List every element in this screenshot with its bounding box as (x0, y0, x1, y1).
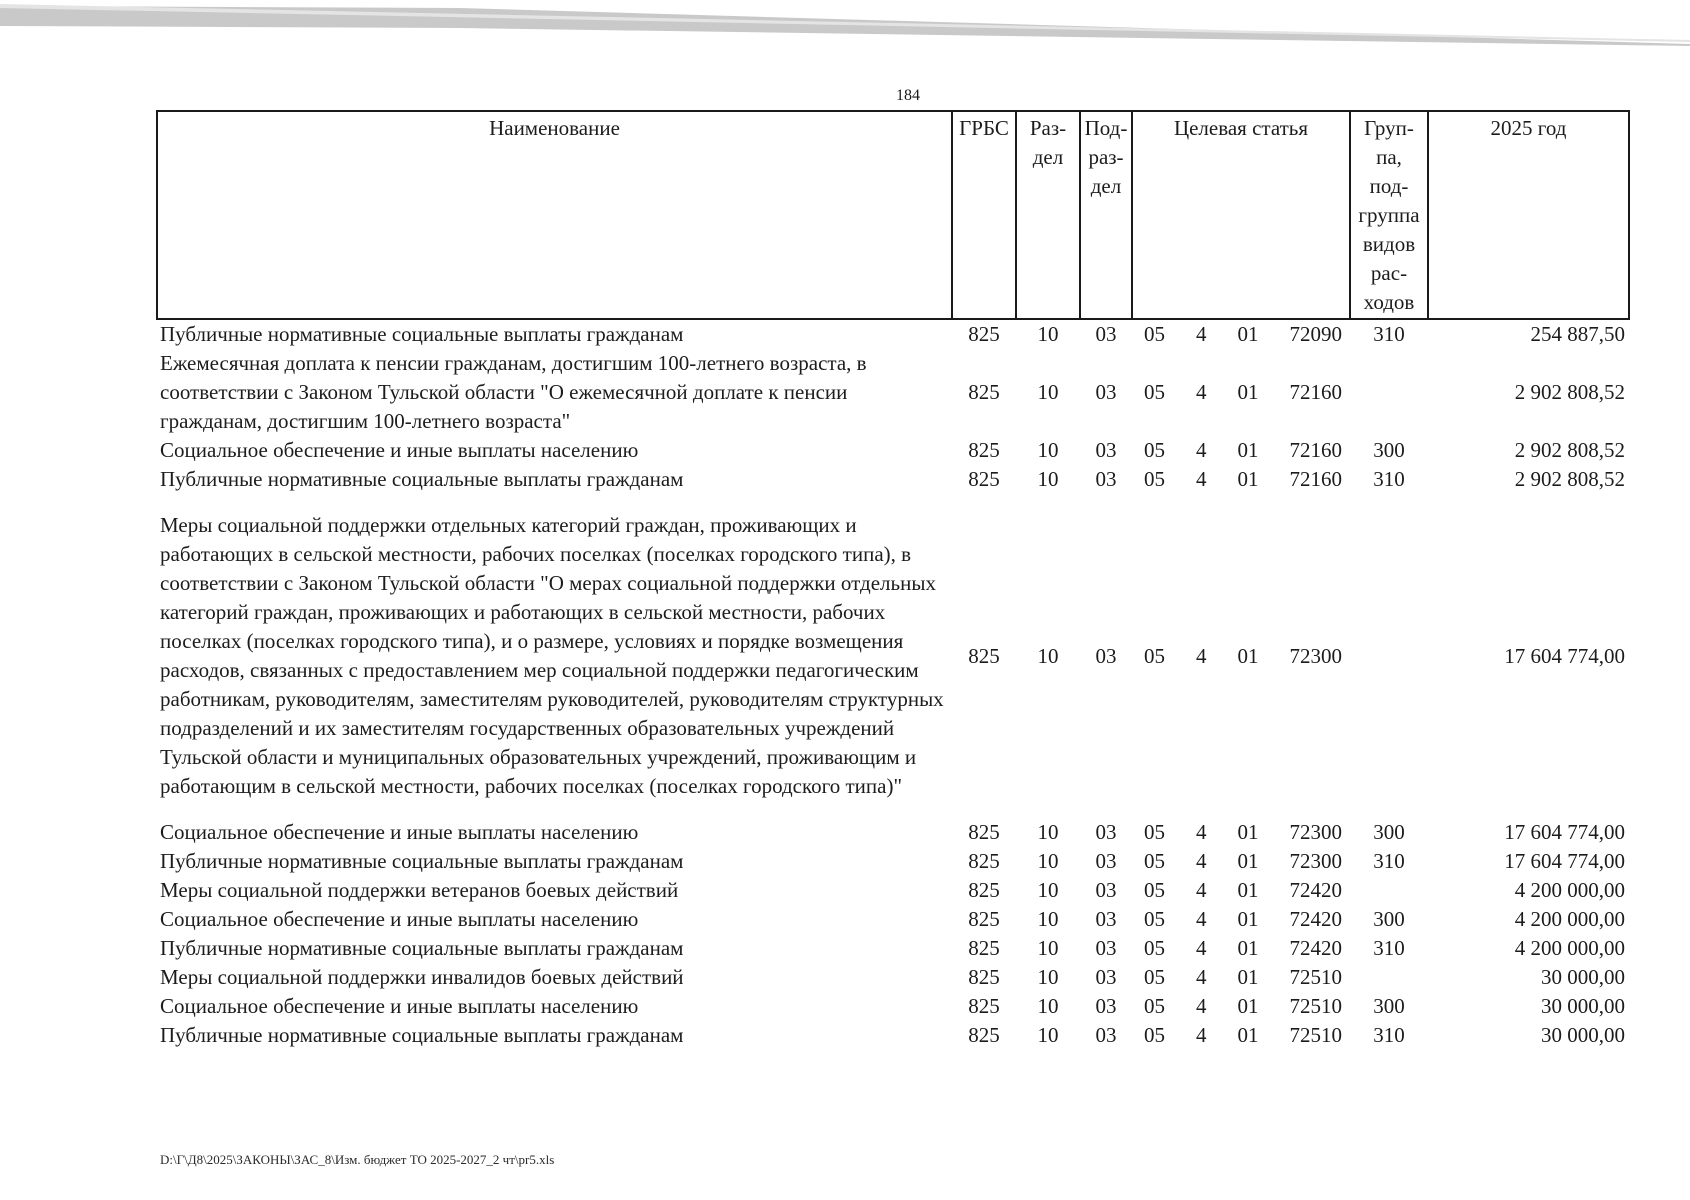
target-article-parts (1134, 905, 1348, 934)
row-amount: 4 200 000,00 (1514, 907, 1625, 931)
target-article-t4: 72420 (1289, 936, 1342, 960)
row-expense-group: 310 (1373, 467, 1405, 491)
target-article-parts (1134, 642, 1348, 671)
row-subsection: 03 (1095, 1023, 1117, 1047)
row-subsection: 03 (1095, 322, 1117, 346)
row-section: 10 (1037, 438, 1059, 462)
target-article-t4: 72420 (1289, 907, 1342, 931)
target-article-parts (1134, 378, 1348, 407)
row-subsection: 03 (1095, 878, 1117, 902)
row-name: Социальное обеспечение и иные выплаты населению (160, 438, 639, 462)
row-target-article (1132, 818, 1350, 847)
header-name (157, 111, 952, 319)
row-subsection: 03 (1095, 643, 1117, 668)
target-article-t1: 05 (1144, 994, 1165, 1018)
target-article-t2: 4 (1196, 380, 1207, 404)
table-row (157, 1021, 1629, 1050)
row-grbs: 825 (968, 820, 1000, 844)
target-article-t1: 05 (1144, 467, 1165, 491)
target-article-t2: 4 (1196, 820, 1207, 844)
header-expense-group (1350, 111, 1428, 319)
target-article-t1: 05 (1144, 322, 1165, 346)
row-subsection: 03 (1095, 849, 1117, 873)
row-subsection: 03 (1095, 936, 1117, 960)
target-article-parts (1134, 465, 1348, 494)
row-section: 10 (1037, 907, 1059, 931)
row-amount: 4 200 000,00 (1514, 936, 1625, 960)
target-article-t1: 05 (1144, 849, 1165, 873)
spacer-row (157, 801, 1629, 818)
header-section-label: Раз- дел (1029, 116, 1067, 169)
row-section: 10 (1037, 380, 1059, 404)
row-section: 10 (1037, 322, 1059, 346)
target-article-t3: 01 (1237, 965, 1259, 989)
row-section: 10 (1037, 849, 1059, 873)
target-article-t3: 01 (1237, 994, 1259, 1018)
row-section: 10 (1037, 467, 1059, 491)
row-target-article (1132, 465, 1350, 494)
row-target-article (1132, 319, 1350, 349)
row-grbs: 825 (968, 965, 1000, 989)
target-article-t4: 72160 (1289, 380, 1342, 404)
table-row (157, 349, 1629, 436)
row-expense-group: 310 (1373, 1023, 1405, 1047)
row-expense-group (1350, 963, 1428, 992)
target-article-t2: 4 (1196, 849, 1207, 873)
table-row (157, 319, 1629, 349)
budget-table (156, 110, 1630, 1050)
target-article-t3: 01 (1237, 380, 1259, 404)
target-article-t2: 4 (1196, 878, 1207, 902)
row-name: Публичные нормативные социальные выплаты гражданам (160, 1023, 684, 1047)
row-amount: 254 887,50 (1530, 322, 1625, 346)
row-grbs: 825 (968, 1023, 1000, 1047)
row-section: 10 (1037, 965, 1059, 989)
target-article-t1: 05 (1144, 380, 1165, 404)
row-amount: 17 604 774,00 (1504, 849, 1625, 873)
row-subsection: 03 (1095, 438, 1117, 462)
row-grbs: 825 (968, 994, 1000, 1018)
target-article-t1: 05 (1144, 907, 1165, 931)
target-article-t4: 72510 (1289, 965, 1342, 989)
row-amount: 4 200 000,00 (1514, 878, 1625, 902)
header-grbs-label: ГРБС (959, 116, 1009, 140)
target-article-parts (1134, 436, 1348, 465)
target-article-t1: 05 (1144, 878, 1165, 902)
target-article-t2: 4 (1196, 907, 1207, 931)
table-row (157, 818, 1629, 847)
row-subsection: 03 (1095, 965, 1117, 989)
target-article-t1: 05 (1144, 820, 1165, 844)
target-article-t3: 01 (1237, 467, 1259, 491)
target-article-t3: 01 (1237, 438, 1259, 462)
target-article-t2: 4 (1196, 467, 1207, 491)
target-article-t4: 72160 (1289, 467, 1342, 491)
target-article-t4: 72160 (1289, 438, 1342, 462)
row-section: 10 (1037, 994, 1059, 1018)
target-article-t3: 01 (1237, 907, 1259, 931)
target-article-parts (1134, 934, 1348, 963)
row-target-article (1132, 436, 1350, 465)
row-name: Публичные нормативные социальные выплаты гражданам (160, 936, 684, 960)
target-article-t3: 01 (1237, 643, 1259, 668)
table-row (157, 934, 1629, 963)
row-subsection: 03 (1095, 907, 1117, 931)
row-name: Публичные нормативные социальные выплаты гражданам (160, 322, 684, 346)
table-row (157, 465, 1629, 494)
row-section: 10 (1037, 936, 1059, 960)
header-name-label: Наименование (489, 116, 620, 140)
target-article-t2: 4 (1196, 438, 1207, 462)
target-article-t2: 4 (1196, 994, 1207, 1018)
row-section: 10 (1037, 878, 1059, 902)
row-grbs: 825 (968, 322, 1000, 346)
row-target-article (1132, 934, 1350, 963)
target-article-t3: 01 (1237, 878, 1259, 902)
table-row (157, 963, 1629, 992)
row-amount: 17 604 774,00 (1504, 643, 1625, 668)
row-section: 10 (1037, 1023, 1059, 1047)
header-subsection (1080, 111, 1132, 319)
spacer-cell (157, 801, 1629, 818)
target-article-t3: 01 (1237, 820, 1259, 844)
target-article-parts (1134, 818, 1348, 847)
row-amount: 2 902 808,52 (1514, 467, 1625, 491)
row-expense-group (1350, 511, 1428, 801)
row-expense-group (1350, 349, 1428, 436)
row-expense-group: 310 (1373, 936, 1405, 960)
row-name: Публичные нормативные социальные выплаты гражданам (160, 467, 684, 491)
table-row (157, 876, 1629, 905)
header-section (1016, 111, 1080, 319)
row-name: Меры социальной поддержки отдельных категорий граждан, проживающих и работающих в сельской местности, рабочих поселках (поселках городского типа), в соответствии с Законом Тульской области "О мерах социальной поддержки отдельных категорий граждан, проживающих и работающих в сельской местности, рабочих поселках (поселках городского типа), и о размере, условиях и порядке возмещения расходов, связанных с предоставлением мер социальной поддержки педагогическим работникам, руководителям, заместителям руководителей, руководителям структурных подразделений и их заместителям государственных образовательных учреждений Тульской области и муниципальных образовательных учреждений, проживающим и работающим в сельской местности, рабочих поселках (поселках городского типа)" (160, 513, 944, 798)
row-amount: 30 000,00 (1541, 1023, 1625, 1047)
target-article-t4: 72090 (1289, 322, 1342, 346)
row-expense-group: 300 (1373, 438, 1405, 462)
table-row (157, 511, 1629, 801)
target-article-t1: 05 (1144, 438, 1165, 462)
row-amount: 17 604 774,00 (1504, 820, 1625, 844)
row-name: Социальное обеспечение и иные выплаты населению (160, 820, 639, 844)
target-article-t2: 4 (1196, 1023, 1207, 1047)
target-article-t2: 4 (1196, 965, 1207, 989)
target-article-t4: 72300 (1289, 643, 1342, 668)
row-target-article (1132, 511, 1350, 801)
row-name: Меры социальной поддержки инвалидов боевых действий (160, 965, 684, 989)
row-expense-group: 300 (1373, 994, 1405, 1018)
row-amount: 30 000,00 (1541, 994, 1625, 1018)
target-article-t4: 72300 (1289, 849, 1342, 873)
row-target-article (1132, 876, 1350, 905)
row-grbs: 825 (968, 936, 1000, 960)
row-name: Меры социальной поддержки ветеранов боевых действий (160, 878, 679, 902)
header-subsection-label: Под- раз- дел (1084, 116, 1128, 198)
header-year (1428, 111, 1629, 319)
target-article-t1: 05 (1144, 936, 1165, 960)
target-article-parts (1134, 847, 1348, 876)
row-section: 10 (1037, 820, 1059, 844)
target-article-t4: 72300 (1289, 820, 1342, 844)
row-name: Социальное обеспечение и иные выплаты населению (160, 907, 639, 931)
header-year-label: 2025 год (1490, 116, 1567, 140)
row-expense-group: 310 (1373, 849, 1405, 873)
row-subsection: 03 (1095, 467, 1117, 491)
header-expense-group-label: Груп- па, под- группа видов рас- ходов (1358, 116, 1420, 314)
spacer-cell (157, 494, 1629, 511)
row-target-article (1132, 349, 1350, 436)
row-target-article (1132, 1021, 1350, 1050)
target-article-t2: 4 (1196, 643, 1207, 668)
row-grbs: 825 (968, 438, 1000, 462)
target-article-t2: 4 (1196, 322, 1207, 346)
row-subsection: 03 (1095, 820, 1117, 844)
target-article-t3: 01 (1237, 1023, 1259, 1047)
target-article-parts (1134, 963, 1348, 992)
row-amount: 30 000,00 (1541, 965, 1625, 989)
spacer-row (157, 494, 1629, 511)
row-amount: 2 902 808,52 (1514, 380, 1625, 404)
row-expense-group: 310 (1373, 322, 1405, 346)
footer-file-path: D:\Г\Д8\2025\ЗАКОНЫ\ЗАС_8\Изм. бюджет ТО 2025-2027_2 чт\pr5.xls (160, 1152, 555, 1167)
target-article-t1: 05 (1144, 1023, 1165, 1047)
target-article-t2: 4 (1196, 936, 1207, 960)
table-row (157, 992, 1629, 1021)
row-expense-group: 300 (1373, 820, 1405, 844)
header-grbs (952, 111, 1016, 319)
row-grbs: 825 (968, 380, 1000, 404)
row-name: Ежемесячная доплата к пенсии гражданам, достигшим 100-летнего возраста, в соответствии с Законом Тульской области "О ежемесячной доплате к пенсии гражданам, достигшим 100-летнего возраста" (160, 351, 867, 433)
row-section: 10 (1037, 643, 1059, 668)
target-article-t4: 72420 (1289, 878, 1342, 902)
row-target-article (1132, 847, 1350, 876)
row-target-article (1132, 992, 1350, 1021)
target-article-t1: 05 (1144, 965, 1165, 989)
target-article-parts (1134, 1021, 1348, 1050)
target-article-t3: 01 (1237, 322, 1259, 346)
target-article-parts (1134, 320, 1348, 349)
row-name: Публичные нормативные социальные выплаты гражданам (160, 849, 684, 873)
header-target-article-label: Целевая статья (1173, 116, 1309, 140)
table-body (157, 319, 1629, 1050)
row-target-article (1132, 963, 1350, 992)
target-article-t1: 05 (1144, 643, 1165, 668)
row-subsection: 03 (1095, 994, 1117, 1018)
target-article-t4: 72510 (1289, 1023, 1342, 1047)
row-target-article (1132, 905, 1350, 934)
target-article-parts (1134, 992, 1348, 1021)
row-grbs: 825 (968, 849, 1000, 873)
row-grbs: 825 (968, 907, 1000, 931)
row-expense-group (1350, 876, 1428, 905)
target-article-t3: 01 (1237, 936, 1259, 960)
target-article-parts (1134, 876, 1348, 905)
table-header-row (157, 111, 1629, 319)
row-amount: 2 902 808,52 (1514, 438, 1625, 462)
row-grbs: 825 (968, 878, 1000, 902)
scan-edge-shadow (0, 0, 1690, 60)
target-article-t3: 01 (1237, 849, 1259, 873)
row-expense-group: 300 (1373, 907, 1405, 931)
target-article-t4: 72510 (1289, 994, 1342, 1018)
table-row (157, 905, 1629, 934)
row-grbs: 825 (968, 643, 1000, 668)
row-subsection: 03 (1095, 380, 1117, 404)
table-row (157, 847, 1629, 876)
row-grbs: 825 (968, 467, 1000, 491)
page-number: 184 (896, 87, 920, 104)
header-target-article (1132, 111, 1350, 319)
row-name: Социальное обеспечение и иные выплаты населению (160, 994, 639, 1018)
table-row (157, 436, 1629, 465)
